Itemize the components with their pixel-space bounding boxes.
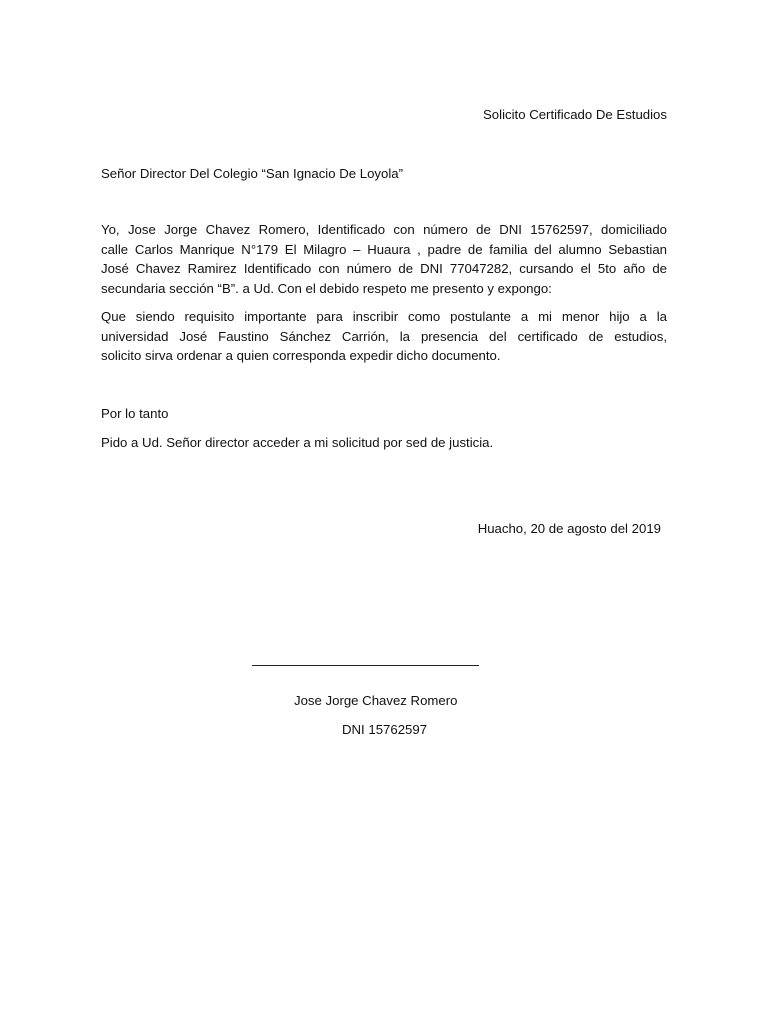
paragraph-request-line: Que siendo requisito importante para inscribir como postulante a mi menor hijo a la: [101, 309, 667, 324]
paragraph-intro-line: secundaria sección “B”. a Ud. Con el debido respeto me presento y expongo:: [101, 280, 552, 296]
paragraph-request: [101, 307, 667, 366]
paragraph-intro-line: Yo, Jose Jorge Chavez Romero, Identificado con número de DNI 15762597, domiciliado: [101, 222, 667, 237]
signature-line: [252, 665, 479, 666]
place-date: Huacho, 20 de agosto del 2019: [477, 521, 661, 536]
paragraph-intro-line: José Chavez Ramirez Identificado con número de DNI 77047282, cursando el 5to año de: [101, 261, 667, 276]
addressee-line: Señor Director Del Colegio “San Ignacio De Loyola”: [101, 166, 403, 181]
paragraph-request-line: universidad José Faustino Sánchez Carrión, la presencia del certificado de estudios,: [101, 328, 667, 344]
subject-line: Solicito Certificado De Estudios: [483, 107, 667, 122]
paragraph-intro: [101, 220, 667, 298]
paragraph-intro-line: calle Carlos Manrique N°179 El Milagro – Huaura , padre de familia del alumno Sebastian: [101, 241, 667, 257]
signer-name: Jose Jorge Chavez Romero: [294, 693, 458, 708]
paragraph-request-line: solicito sirva ordenar a quien corresponda expedir dicho documento.: [101, 348, 501, 363]
closing-request: Pido a Ud. Señor director acceder a mi solicitud por sed de justicia.: [101, 435, 494, 450]
closing-heading: Por lo tanto: [101, 406, 169, 421]
signer-dni: DNI 15762597: [342, 722, 428, 737]
